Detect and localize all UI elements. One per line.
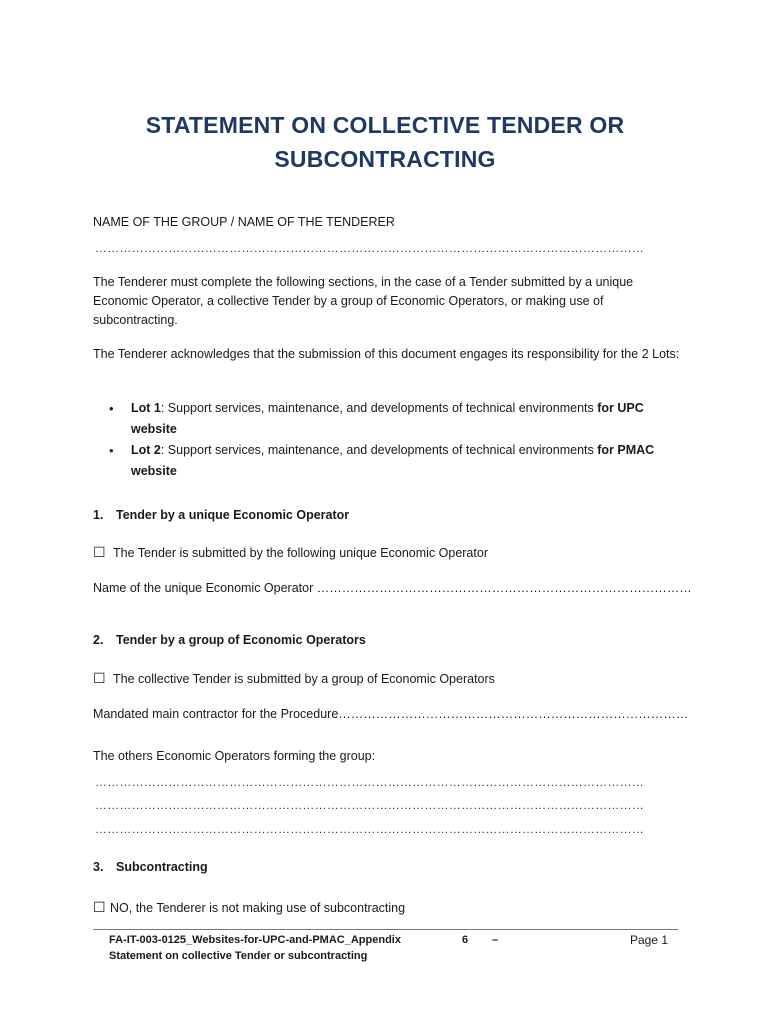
section-3-checkbox-label: NO, the Tenderer is not making use of subcontracting: [110, 901, 406, 915]
bullet-icon: •: [109, 401, 114, 416]
section-3-title: Subcontracting: [116, 860, 208, 874]
bullet-icon: •: [109, 443, 114, 458]
lot-2-desc: : Support services, maintenance, and developments of technical environments: [160, 443, 598, 457]
lot-1-desc: : Support services, maintenance, and developments of technical environments: [160, 401, 598, 415]
checkbox-icon[interactable]: ☐: [93, 670, 106, 686]
lot-2-name: Lot 2: [131, 443, 161, 457]
lots-list: [107, 398, 682, 482]
unique-operator-name-field[interactable]: Name of the unique Economic Operator ………………………………………………………………………………: [93, 581, 692, 595]
section-1-number: 1.: [93, 508, 104, 522]
section-1-checkbox-label: The Tender is submitted by the following unique Economic Operator: [113, 546, 488, 560]
other-operator-line-2[interactable]: ………………………………………………………………………………………………………………………: [95, 798, 644, 812]
lot-1-name: Lot 1: [131, 401, 161, 415]
section-1-checkbox-row[interactable]: [93, 543, 488, 562]
list-item-lot-2: [107, 440, 682, 482]
lot-2-suffix: for PMAC website: [131, 443, 655, 478]
title-line-1: STATEMENT ON COLLECTIVE TENDER OR: [145, 112, 625, 138]
list-item-lot-1: [107, 398, 682, 440]
other-operators-label: The others Economic Operators forming the group:: [93, 749, 376, 763]
checkbox-icon[interactable]: ☐: [93, 899, 106, 915]
section-2-checkbox-row[interactable]: [93, 669, 495, 688]
section-1-heading: [93, 508, 349, 522]
page-number: Page 1: [629, 933, 668, 947]
intro-paragraph-1: The Tenderer must complete the following sections, in the case of a Tender submitted by a unique Economic Operator, a collective Tender by a group of Economic Operators, or making use of subcontracting.: [93, 275, 634, 327]
checkbox-icon[interactable]: ☐: [93, 544, 106, 560]
section-3-number: 3.: [93, 860, 104, 874]
other-operator-line-1[interactable]: ………………………………………………………………………………………………………………………: [95, 775, 644, 789]
section-2-number: 2.: [93, 633, 104, 647]
other-operator-line-3[interactable]: ………………………………………………………………………………………………………………………: [95, 822, 644, 836]
footer-dash: –: [492, 934, 499, 946]
section-2-heading: [93, 633, 366, 647]
footer-reference: FA-IT-003-0125_Websites-for-UPC-and-PMAC_Appendix: [109, 934, 401, 946]
main-contractor-field[interactable]: Mandated main contractor for the Procedure…………………………………………………………………………: [93, 707, 689, 721]
lot-1-suffix: for UPC website: [131, 401, 644, 436]
footer-divider: [93, 929, 678, 930]
section-3-checkbox-row[interactable]: [93, 898, 405, 917]
group-name-dotted-field[interactable]: ………………………………………………………………………………………………………………………: [95, 241, 644, 255]
section-3-heading: [93, 860, 208, 874]
title-line-2: SUBCONTRACTING: [274, 146, 496, 172]
section-1-title: Tender by a unique Economic Operator: [116, 508, 350, 522]
document-title: [0, 108, 770, 176]
footer-subtitle: Statement on collective Tender or subcontracting: [109, 950, 368, 962]
section-2-checkbox-label: The collective Tender is submitted by a group of Economic Operators: [113, 672, 495, 686]
group-name-label: NAME OF THE GROUP / NAME OF THE TENDERER: [93, 215, 395, 229]
footer-appendix-number: 6: [462, 934, 469, 946]
section-2-title: Tender by a group of Economic Operators: [116, 633, 366, 647]
intro-paragraph-2: The Tenderer acknowledges that the submission of this document engages its responsibility for the 2 Lots:: [93, 347, 680, 361]
